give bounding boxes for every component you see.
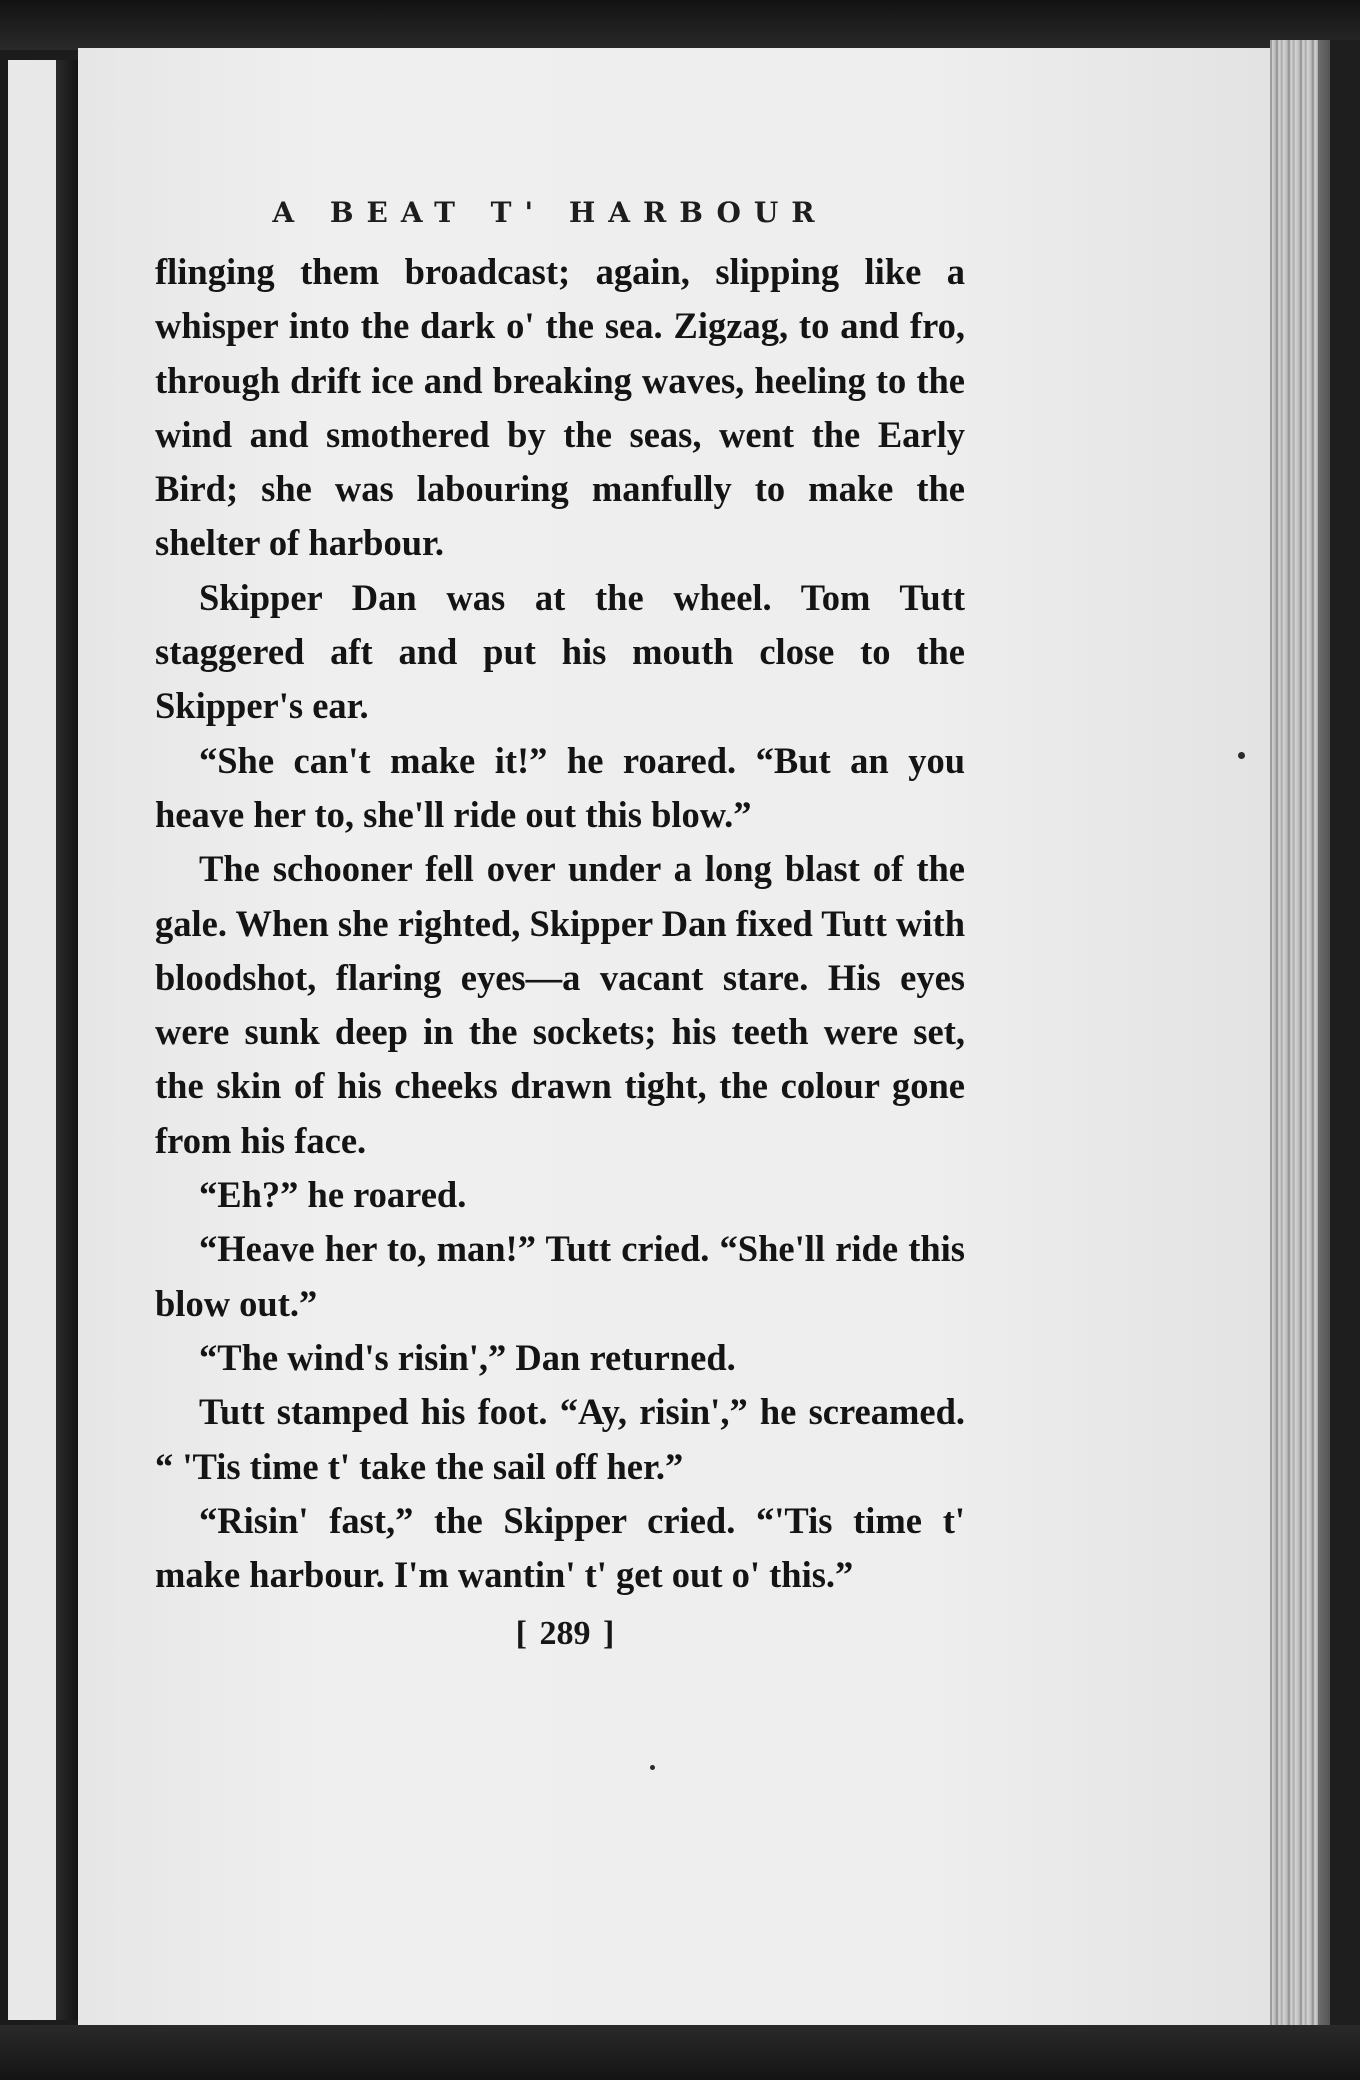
gutter-shadow [56, 60, 80, 2020]
facing-page-edge [8, 60, 60, 2020]
paragraph: flinging them broadcast; again, slipping like a whisper into the dark o' the sea. Zigzag, to and fro, through drift ice and breaking waves, heeling to the wind and smothered by the seas, went the Early Bird; she was labouring manfully to make the shelter of harbour. [155, 251, 965, 564]
dust-speck [650, 1765, 655, 1770]
paragraph: Skipper Dan was at the wheel. Tom Tutt staggered aft and put his mouth close to the Skipper's ear. [155, 576, 965, 727]
scan-frame-bottom [0, 2025, 1360, 2080]
body-text [155, 245, 965, 1602]
paragraph: “Heave her to, man!” Tutt cried. “She'll ride this blow out.” [155, 1228, 965, 1324]
paragraph: Tutt stamped his foot. “Ay, risin',” he screamed. “ 'Tis time t' take the sail off her.” [155, 1391, 965, 1487]
scan-frame-right [1330, 40, 1360, 2030]
scan-frame-top [0, 0, 1360, 50]
paragraph: The schooner fell over under a long blast of the gale. When she righted, Skipper Dan fixed Tutt with bloodshot, flaring eyes—a vacant stare. His eyes were sunk deep in the sockets; his teeth were set, the skin of his cheeks drawn tight, the colour gone from his face. [155, 848, 965, 1161]
paragraph: “The wind's risin',” Dan returned. [199, 1336, 736, 1378]
paragraph: “Risin' fast,” the Skipper cried. “'Tis time t' make harbour. I'm wantin' t' get out o' this.” [155, 1499, 965, 1596]
paragraph: “Eh?” he roared. [199, 1174, 467, 1216]
paragraph: “She can't make it!” he roared. “But an you heave her to, she'll ride out this blow.” [155, 739, 965, 835]
dust-speck [1238, 752, 1245, 759]
page-number: [ 289 ] [515, 1615, 615, 1652]
running-head: A BEAT T' HARBOUR [272, 196, 828, 229]
